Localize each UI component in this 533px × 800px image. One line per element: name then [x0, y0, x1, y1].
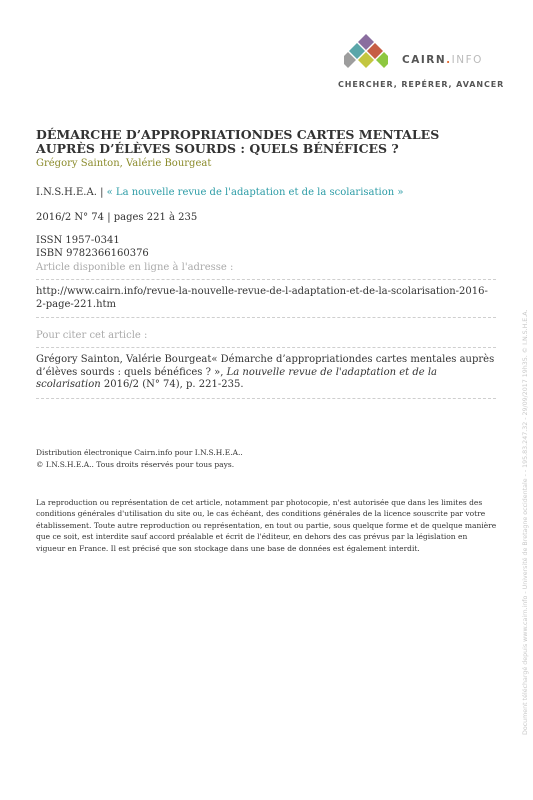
issue-info: 2016/2 N° 74 | pages 221 à 235 — [36, 212, 198, 223]
article-url[interactable]: http://www.cairn.info/revue-la-nouvelle-revue-de-l-adaptation-et-de-la-scolarisation-2016-2-page-221.htm — [36, 286, 488, 310]
logo-tagline: CHERCHER, REPÉRER, AVANCER — [338, 80, 505, 89]
legal-notice: La reproduction ou représentation de cet article, notamment par photocopie, n'est autorisée que dans les limites des conditions générales d'utilisation du site ou, le cas échéant, des conditions générales de la licence souscrite par votre établissement. Toute autre reproduction ou représentation, en tout ou partie, sous quelque forme et de quelque manière que ce soit, est interdite sauf accord préalable et écrit de l'éditeur, en dehors des cas prévus par la législation en vigueur en France. Il est précisé que son stockage dans une base de données est également interdit. — [36, 497, 497, 553]
logo-info: INFO — [451, 54, 483, 66]
citation-text: Grégory Sainton, Valérie Bourgeat« Démarche d’appropriationdes cartes mentales auprès d’élèves sourds : quels bénéfices ? », — [36, 354, 495, 378]
distribution-line-1: Distribution électronique Cairn.info pour I.N.S.H.E.A.. — [36, 447, 243, 457]
distribution-notice — [36, 447, 496, 471]
cite-label: Pour citer cet article : — [36, 330, 148, 341]
journal-line — [36, 187, 496, 198]
journal-separator: | — [100, 187, 104, 198]
divider — [36, 398, 496, 399]
citation-journal: La nouvelle revue de l'adaptation et de la scolarisation — [36, 366, 438, 390]
divider — [36, 279, 496, 280]
article-title: DÉMARCHE D’APPROPRIATIONDES CARTES MENTALES AUPRÈS D’ÉLÈVES SOURDS : QUELS BÉNÉFICES ? — [36, 127, 440, 156]
publisher: I.N.S.H.E.A. — [36, 187, 97, 198]
journal-link[interactable]: « La nouvelle revue de l'adaptation et de la scolarisation » — [106, 187, 404, 198]
cairn-logo-mark-icon — [344, 34, 388, 70]
logo-name: CAIRN — [402, 54, 447, 66]
isbn: ISBN 9782366160376 — [36, 247, 149, 259]
logo-wordmark — [402, 54, 483, 66]
available-label: Article disponible en ligne à l'adresse : — [36, 262, 234, 273]
divider — [36, 317, 496, 318]
citation-tail: 2016/2 (N° 74), p. 221-235. — [100, 379, 244, 390]
copyright-line: © I.N.S.H.E.A.. Tous droits réservés pour tous pays. — [36, 459, 235, 469]
citation — [36, 354, 496, 392]
download-watermark: Document téléchargé depuis www.cairn.info - Université de Bretagne occidentale - - 195.83.247.32 - 29/09/2017 19h35. © I.N.S.H.E.A. — [522, 309, 529, 735]
divider — [36, 347, 496, 348]
logo-dot: . — [446, 54, 452, 66]
article-info — [36, 128, 496, 554]
issn: ISSN 1957-0341 — [36, 235, 120, 246]
identifiers — [36, 235, 496, 260]
article-authors: Grégory Sainton, Valérie Bourgeat — [36, 158, 212, 169]
cairn-logo[interactable] — [338, 32, 508, 94]
